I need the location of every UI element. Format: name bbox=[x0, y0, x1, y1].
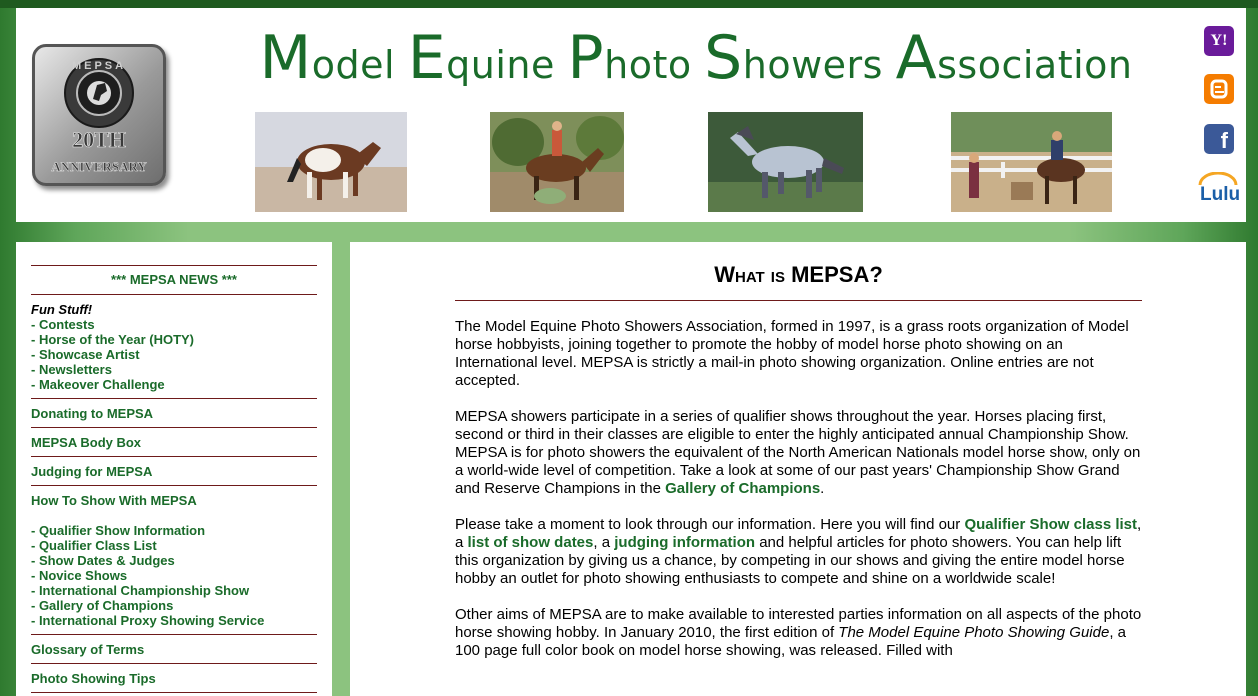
link-gallery-of-champions[interactable]: Gallery of Champions bbox=[665, 480, 821, 497]
sidebar-link-how-to-show[interactable]: How To Show With MEPSA bbox=[31, 493, 197, 508]
blogger-icon[interactable] bbox=[1204, 74, 1234, 104]
sidebar-link-gallery[interactable]: - Gallery of Champions bbox=[31, 598, 174, 613]
sidebar-link-qualifier-info[interactable]: - Qualifier Show Information bbox=[31, 523, 206, 538]
fun-stuff-heading: Fun Stuff! bbox=[31, 302, 93, 317]
title-word: Model bbox=[259, 23, 408, 93]
header-photo-rider bbox=[490, 112, 624, 212]
lulu-icon[interactable] bbox=[1196, 172, 1240, 208]
sidebar-link-novice-shows[interactable]: - Novice Shows bbox=[31, 568, 128, 583]
page-heading: What is MEPSA? bbox=[714, 262, 883, 287]
sidebar-link-hoty[interactable]: - Horse of the Year (HOTY) bbox=[31, 332, 195, 347]
link-show-dates[interactable]: list of show dates bbox=[467, 534, 594, 551]
yahoo-icon[interactable] bbox=[1204, 26, 1234, 56]
site-title bbox=[246, 18, 1146, 98]
link-qualifier-class-list[interactable]: Qualifier Show class list bbox=[964, 516, 1137, 533]
logo-20th: 20TH bbox=[72, 127, 126, 152]
sidebar-link-tips[interactable]: Photo Showing Tips bbox=[31, 671, 156, 686]
site-header bbox=[16, 8, 1246, 222]
sidebar-link-makeover-challenge[interactable]: - Makeover Challenge bbox=[31, 377, 165, 392]
paragraph-aims: Other aims of MEPSA are to make available to interested parties information on all aspects of the photo horse showing hobby. In January 2010, the first edition of The Model Equine Photo Showing Guide, a 100 page full color book on model horse showing, was released. Filled with bbox=[455, 606, 1142, 659]
heading-divider bbox=[455, 300, 1142, 301]
sidebar-link-championship-show[interactable]: - International Championship Show bbox=[31, 583, 250, 598]
sidebar-link-glossary[interactable]: Glossary of Terms bbox=[31, 642, 145, 657]
title-word: Showers bbox=[704, 23, 896, 93]
article-body bbox=[455, 318, 1145, 678]
header-photo-roan-horse bbox=[708, 112, 863, 212]
sidebar-link-showcase-artist[interactable]: - Showcase Artist bbox=[31, 347, 140, 362]
sidebar-link-body-box[interactable]: MEPSA Body Box bbox=[31, 435, 142, 450]
facebook-icon[interactable] bbox=[1204, 124, 1234, 154]
paragraph-shows: MEPSA showers participate in a series of qualifier shows throughout the year. Horses placing first, second or third in their classes are eligible to enter the highly anticipated annual Championship Show. MEPSA is for photo showers the equivalent of the North American Nationals model horse show, only on a world-wide level of competition. Take a look at some of our past years' Championship Show Grand and Reserve Champions in the Gallery of Champions. bbox=[455, 408, 1141, 497]
paragraph-intro: The Model Equine Photo Showers Association, formed in 1997, is a grass roots organization of Model horse hobbyists, joining together to promote the hobby of model horse photo showing on an International level. MEPSA is strictly a mail-in photo showing organization. Online entries are not accepted. bbox=[455, 318, 1129, 389]
paragraph-info: Please take a moment to look through our information. Here you will find our Qualifier Show class list, a list of show dates, a judging information and helpful articles for photo showers. You can help lift this organization by giving us a chance, by competing in our shows and giving the entire model horse hobby an outlet for photo showing enthusiasts to compete and shine on a worldwide scale! bbox=[455, 516, 1142, 587]
sidebar-divider bbox=[31, 692, 317, 693]
main-content bbox=[350, 242, 1246, 696]
sidebar-link-proxy-showing[interactable]: - International Proxy Showing Service bbox=[31, 613, 265, 628]
header-photo-pinto-horse bbox=[255, 112, 407, 212]
mepsa-logo[interactable] bbox=[32, 44, 166, 186]
sidebar-link-show-dates[interactable]: - Show Dates & Judges bbox=[31, 553, 175, 568]
title-word: Equine bbox=[407, 23, 568, 93]
content-area bbox=[0, 232, 1258, 696]
top-bar bbox=[0, 0, 1258, 8]
sidebar-link-judging[interactable]: Judging for MEPSA bbox=[31, 464, 153, 479]
logo-anniversary: ANNIVERSARY bbox=[51, 159, 147, 174]
title-word: Photo bbox=[567, 23, 705, 93]
book-title: The Model Equine Photo Showing Guide bbox=[838, 624, 1110, 641]
sidebar-link-donating[interactable]: Donating to MEPSA bbox=[31, 406, 154, 421]
lulu-label: Lulu bbox=[1200, 184, 1241, 205]
yahoo-icon-label: Y! bbox=[1210, 32, 1228, 49]
sidebar-link-newsletters[interactable]: - Newsletters bbox=[31, 362, 112, 377]
sidebar-nav bbox=[16, 242, 332, 696]
sidebar-link-class-list[interactable]: - Qualifier Class List bbox=[31, 538, 157, 553]
title-word: Association bbox=[895, 23, 1133, 93]
logo-ring-text: MEPSA bbox=[71, 60, 127, 72]
sidebar-link-contests[interactable]: - Contests bbox=[31, 317, 95, 332]
sidebar-news-link[interactable]: *** MEPSA NEWS *** bbox=[111, 272, 237, 287]
link-judging-info[interactable]: judging information bbox=[614, 534, 756, 551]
facebook-icon-label: f bbox=[1220, 128, 1228, 153]
header-photo-arena bbox=[951, 112, 1112, 212]
